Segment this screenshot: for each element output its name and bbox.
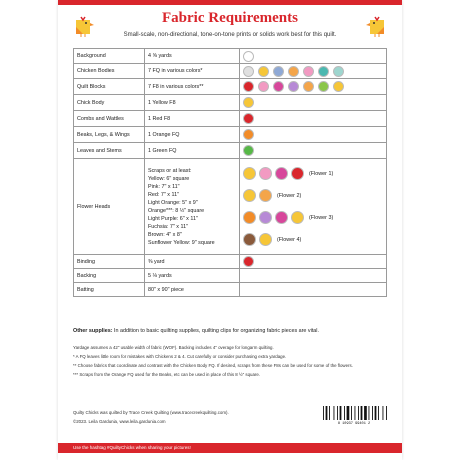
swatch-group <box>243 51 383 62</box>
pattern-page <box>58 0 402 460</box>
barcode-bar <box>361 406 363 420</box>
fabric-swatch <box>243 129 254 140</box>
swatch-group <box>243 113 383 124</box>
row-swatches <box>240 127 387 143</box>
barcode-digits: 8 10937 99401 2 <box>337 422 371 425</box>
fabric-swatch <box>259 211 272 224</box>
row-amount: 5 ⅛ yards <box>145 269 240 283</box>
row-label: Background <box>74 49 145 64</box>
flower-label: (Flower 3) <box>309 214 334 221</box>
row-swatches <box>240 111 387 127</box>
barcode-bar <box>326 406 328 420</box>
fabric-swatch <box>291 211 304 224</box>
table-row <box>74 255 387 269</box>
fabric-swatch <box>243 145 254 156</box>
swatch-group <box>243 256 383 267</box>
row-swatches <box>240 143 387 159</box>
barcode-bar <box>386 406 387 420</box>
other-supplies <box>73 328 387 334</box>
barcode-bar <box>351 406 352 420</box>
fabric-swatch <box>333 81 344 92</box>
row-amount: 4 ⅝ yards <box>145 49 240 64</box>
swatch-group <box>243 145 383 156</box>
fabric-swatch <box>273 81 284 92</box>
swatch-group <box>243 66 383 77</box>
fabric-swatch <box>275 211 288 224</box>
credit-line: ©2023. Leila Gardunia, www.leila.gardunia.com <box>73 419 166 424</box>
row-label: Leaves and Stems <box>74 143 145 159</box>
footnote: Yardage assumes a 42" usable width of fabric (WOF). Backing includes 4" overage for longarm quilting. <box>73 345 274 350</box>
fabric-swatch <box>288 66 299 77</box>
fabric-swatch <box>243 81 254 92</box>
flower-label: (Flower 4) <box>277 236 302 243</box>
barcode-bar <box>340 406 342 420</box>
flower-label: (Flower 2) <box>277 192 302 199</box>
row-label: Chicken Bodies <box>74 64 145 79</box>
row-amount: 7 FQ in various colors* <box>145 64 240 79</box>
barcode-bar <box>358 406 359 420</box>
barcode-bar <box>378 406 379 420</box>
scrap-line: Scraps or at least: <box>148 167 192 174</box>
supplies-label: Other supplies: <box>73 328 113 334</box>
fabric-swatch <box>243 189 256 202</box>
fabric-swatch <box>243 211 256 224</box>
fabric-swatch <box>259 189 272 202</box>
page-title: Fabric Requirements <box>162 10 298 26</box>
row-label: Batting <box>74 283 145 297</box>
fabric-swatch <box>243 167 256 180</box>
fabric-swatch <box>243 233 256 246</box>
barcode-bar <box>337 406 338 420</box>
row-amount: 80" x 90" piece <box>145 283 240 297</box>
fabric-swatch <box>273 66 284 77</box>
flower-row <box>243 229 383 251</box>
row-label: Backing <box>74 269 145 283</box>
fabric-swatch <box>288 81 299 92</box>
scrap-list <box>145 159 240 255</box>
row-label: Combs and Wattles <box>74 111 145 127</box>
row-label: Binding <box>74 255 145 269</box>
row-amount: 1 Orange FQ <box>145 127 240 143</box>
table-row <box>74 159 387 255</box>
row-swatches <box>240 79 387 95</box>
footer-bar: Use the hashtag #QuiltyChicks when sharing your pictures! <box>58 443 402 453</box>
row-amount: 1 Green FQ <box>145 143 240 159</box>
row-amount: 1 Red F8 <box>145 111 240 127</box>
row-swatches <box>240 95 387 111</box>
table-row <box>74 95 387 111</box>
scrap-line: Orange***: 8 ½" square <box>148 207 205 214</box>
table-row <box>74 283 387 297</box>
table-row <box>74 79 387 95</box>
row-swatches <box>240 64 387 79</box>
swatch-group <box>243 97 383 108</box>
row-swatches <box>240 283 387 297</box>
flower-row <box>243 163 383 185</box>
scrap-line: Sunflower Yellow: 9" square <box>148 239 215 246</box>
table-row <box>74 127 387 143</box>
fabric-requirements-table <box>73 48 387 297</box>
barcode-bar <box>344 406 345 420</box>
footnote: *** Scraps from the Orange FQ used for the Beaks, etc can be used in place of this 8 ½" square. <box>73 372 261 377</box>
fabric-swatch <box>243 66 254 77</box>
scrap-line: Red: 7" x 11" <box>148 191 179 198</box>
barcode-bar <box>369 406 370 420</box>
swatch-group <box>243 129 383 140</box>
fabric-swatch <box>318 81 329 92</box>
supplies-text: In addition to basic quilting supplies, quilting clips for organizing fabric pieces are vital. <box>114 328 320 334</box>
footnote: ** Choose fabrics that coordinate and contrast with the Chicken Body FQ. If desired, scraps from these F8s can be used for some of the flowers. <box>73 363 353 368</box>
scrap-line: Pink: 7" x 11" <box>148 183 180 190</box>
barcode-bar <box>329 406 330 420</box>
flower-swatches <box>240 159 387 255</box>
scrap-line: Yellow: 6" square <box>148 175 190 182</box>
fabric-swatch <box>258 66 269 77</box>
row-swatches <box>240 255 387 269</box>
table-row <box>74 64 387 79</box>
fabric-swatch <box>259 167 272 180</box>
row-amount: ⅜ yard <box>145 255 240 269</box>
fabric-swatch <box>333 66 344 77</box>
row-swatches <box>240 269 387 283</box>
table-row <box>74 49 387 64</box>
flower-row <box>243 207 383 229</box>
row-label: Flower Heads <box>74 159 145 255</box>
fabric-swatch <box>243 113 254 124</box>
row-label: Chick Body <box>74 95 145 111</box>
scrap-line: Brown: 4" x 8" <box>148 231 182 238</box>
fabric-swatch <box>243 97 254 108</box>
table-row <box>74 143 387 159</box>
fabric-swatch <box>303 81 314 92</box>
flower-row <box>243 185 383 207</box>
fabric-swatch <box>291 167 304 180</box>
fabric-swatch <box>303 66 314 77</box>
row-swatches <box>240 49 387 64</box>
table-row <box>74 269 387 283</box>
fabric-swatch <box>258 81 269 92</box>
row-label: Quilt Blocks <box>74 79 145 95</box>
barcode-bar <box>323 406 324 420</box>
credit-line: Quilty Chicks was quilted by Trace Creek Quilting (www.tracecreekquilting.com). <box>73 410 229 415</box>
footnote: * A FQ leaves little room for mistakes with Chickens 2 & 4. Cut carefully or consider purchasing extra yardage. <box>73 354 287 359</box>
swatch-group <box>243 81 383 92</box>
row-label: Beaks, Legs, & Wings <box>74 127 145 143</box>
footnotes <box>73 345 387 381</box>
fabric-swatch <box>259 233 272 246</box>
fabric-swatch <box>243 256 254 267</box>
barcode-bar <box>372 406 373 420</box>
row-amount: 1 Yellow F8 <box>145 95 240 111</box>
barcode-bar <box>383 406 384 420</box>
fabric-swatch <box>318 66 329 77</box>
barcode-bar <box>375 406 377 420</box>
flower-label: (Flower 1) <box>309 170 334 177</box>
fabric-swatch <box>243 51 254 62</box>
barcode-bar <box>364 406 367 420</box>
scrap-line: Light Purple: 6" x 11" <box>148 215 198 222</box>
barcode-bar <box>355 406 356 420</box>
credits <box>73 408 303 426</box>
fabric-swatch <box>275 167 288 180</box>
barcode-bar <box>334 406 335 420</box>
row-amount: 7 F8 in various colors** <box>145 79 240 95</box>
table-row <box>74 111 387 127</box>
page-subtitle: Small-scale, non-directional, tone-on-tone prints or solids work best for this quilt. <box>123 32 337 38</box>
scrap-line: Light Orange: 5" x 9" <box>148 199 198 206</box>
top-accent-bar <box>58 0 402 5</box>
barcode-icon <box>321 405 387 425</box>
scrap-line: Fuchsia: 7" x 11" <box>148 223 188 230</box>
barcode-bar <box>347 406 350 420</box>
